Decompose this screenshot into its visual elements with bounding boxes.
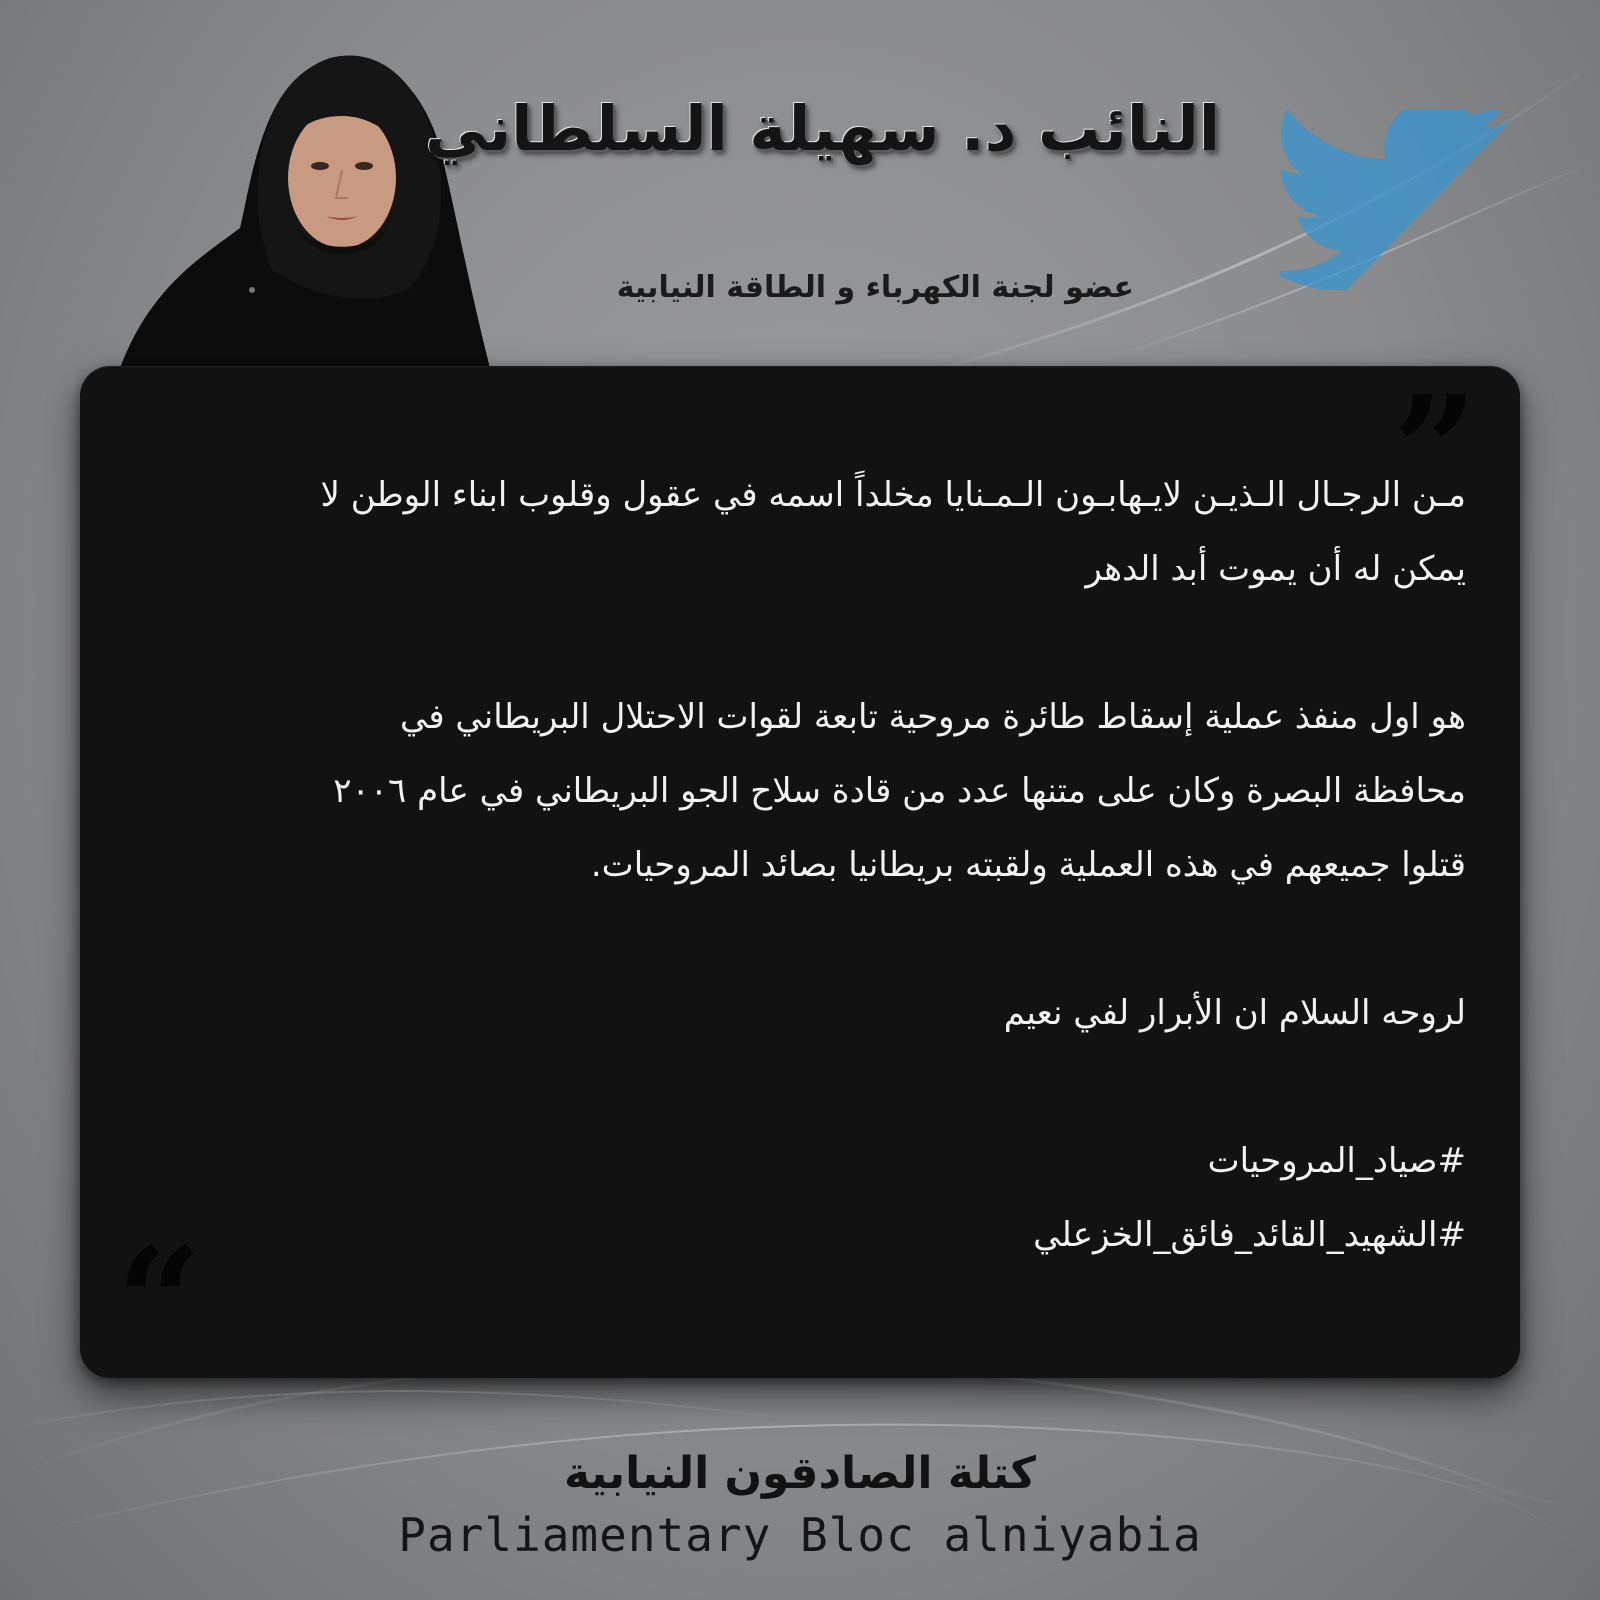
quote-card [80,363,1520,1391]
quote-line: يمكن له أن يموت أبد الدهر [1085,549,1466,589]
portrait-photo [120,38,500,368]
twitter-bird-icon [1280,110,1530,290]
footer-arabic-logo: كتلة الصادقون النيابية [563,1448,1037,1499]
page-title: النائب د. سهيلة السلطاني [425,92,1220,165]
footer-english-logo: Parliamentary Bloc alniyabia [398,1508,1202,1562]
hashtag: #صياد_المروحيات [1207,1141,1466,1181]
quote-line: قتلوا جميعهم في هذه العملية ولقبته بريطانيا بصائد المروحيات. [590,845,1466,885]
close-quote-mark: “ [116,1215,203,1391]
quote-line: مـن الرجـال الـذيـن لايـهابـون الـمـنايا مخلداً اسمه في عقول وقلوب ابناء الوطن لا [320,475,1466,515]
quote-line: محافظة البصرة وكان على متنها عدد من قادة سلاح الجو البريطاني في عام ٢٠٠٦ [333,771,1466,811]
open-quote-mark: ” [1391,363,1478,539]
hashtag: #الشهيد_القائد_فائق_الخزعلي [1033,1215,1466,1255]
quote-text [126,458,1466,1272]
subtitle-role: عضو لجنة الكهرباء و الطاقة النيابية [616,270,1134,305]
quote-line: هو اول منفذ عملية إسقاط طائرة مروحية تابعة لقوات الاحتلال البريطاني في [400,697,1466,737]
quote-line: لروحه السلام ان الأبرار لفي نعيم [1003,993,1466,1033]
